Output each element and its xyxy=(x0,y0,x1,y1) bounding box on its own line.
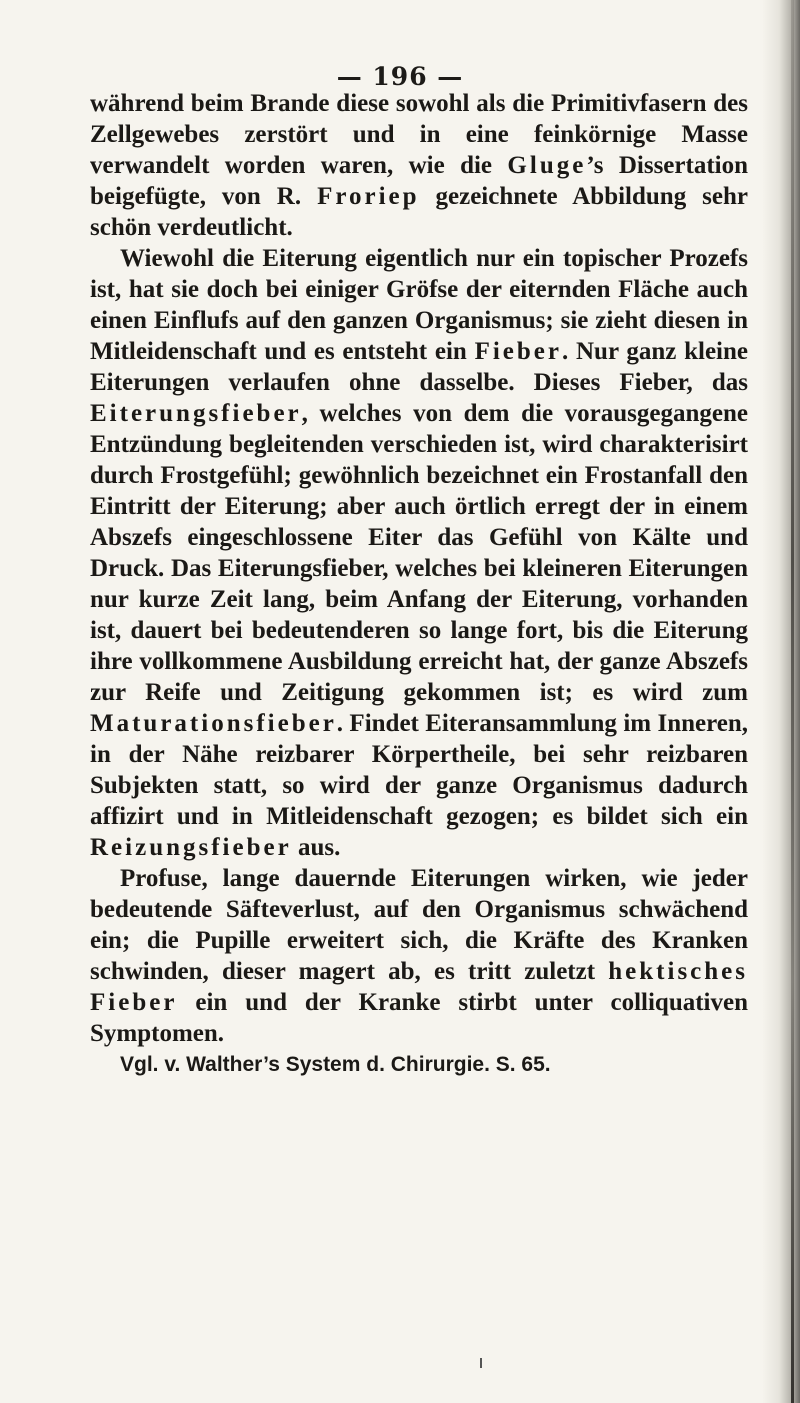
paragraph xyxy=(90,88,748,243)
text-run: Wiewohl die Eiterung eigentlich nur ein topischer Prozefs ist, hat sie doch bei einiger Gröfse der eiternden Fläche auch einen Einflufs auf den ganzen Organismus; sie zieht diesen in Mitleidenschaft und es entsteht ein xyxy=(90,245,748,365)
page-edge-shadow xyxy=(762,0,800,1403)
spaced-term: Gluge xyxy=(507,152,587,179)
spaced-term: Froriep xyxy=(317,183,420,210)
text-run: während beim Brande diese sowohl als die Primitivfasern des Zellgewebes zerstört und in eine feinkörnige Masse verwandelt worden waren, wie die xyxy=(90,90,748,179)
spaced-term: hektisches Fieber xyxy=(90,958,748,1016)
spaced-term: Eiterungsfieber xyxy=(90,400,302,427)
text-run: Profuse, lange dauernde Eiterungen wirken, wie jeder bedeutende Säfteverlust, auf den Organismus schwächend ein; die Pupille erweitert sich, die Kräfte des Kranken schwinden, dieser magert ab, es tritt zuletzt xyxy=(90,865,748,985)
stray-mark xyxy=(480,1358,482,1368)
paragraph-container xyxy=(90,88,748,1049)
text-run: , welches von dem die vorausgegangene Entzündung begleitenden verschieden ist, wird charakterisirt durch Frostgefühl; gewöhnlich bezeichnet ein Frostanfall den Eintritt der Eiterung; aber auch örtlich erregt der in einem Abszefs eingeschlossene Eiter das Gefühl von Kälte und Druck. Das Eiterungsfieber, welches bei kleineren Eiterungen nur kurze Zeit lang, beim Anfang der Eiterung, vorhanden ist, dauert bei bedeutenderen so lange fort, bis die Eiterung ihre vollkommene Ausbildung erreicht hat, der ganze Abszefs zur Reife und Zeitigung gekommen ist; es wird zum xyxy=(90,400,748,706)
text-run: . Findet Eiteransammlung im Inneren, in der Nähe reizbarer Körpertheile, bei sehr reizbaren Subjekten statt, so wird der ganze Organismus dadurch affizirt und in Mitleidenschaft gezogen; es bildet sich ein xyxy=(90,710,748,830)
paragraph xyxy=(90,863,748,1049)
page-edge-line xyxy=(791,0,794,1403)
text-run: aus. xyxy=(291,834,341,861)
text-run: gezeichnete Abbildung sehr schön verdeutlicht. xyxy=(90,183,748,241)
page-number-header: — 196 — xyxy=(336,62,464,91)
spaced-term: Reizungsfieber xyxy=(90,834,292,861)
text-run: ’s Dissertation beigefügte, von R. xyxy=(90,152,748,210)
footnote-reference: Vgl. v. Walther’s System d. Chirurgie. S. 65. xyxy=(120,1053,551,1076)
body-text xyxy=(90,88,748,1080)
spaced-term: Fieber xyxy=(474,338,562,365)
paragraph xyxy=(90,243,748,863)
spaced-term: Maturationsfieber xyxy=(90,710,337,737)
text-run: . Nur ganz kleine Eiterungen verlaufen ohne dasselbe. Dieses Fieber, das xyxy=(90,338,748,396)
text-run: ein und der Kranke stirbt unter colliquativen Symptomen. xyxy=(90,989,748,1047)
